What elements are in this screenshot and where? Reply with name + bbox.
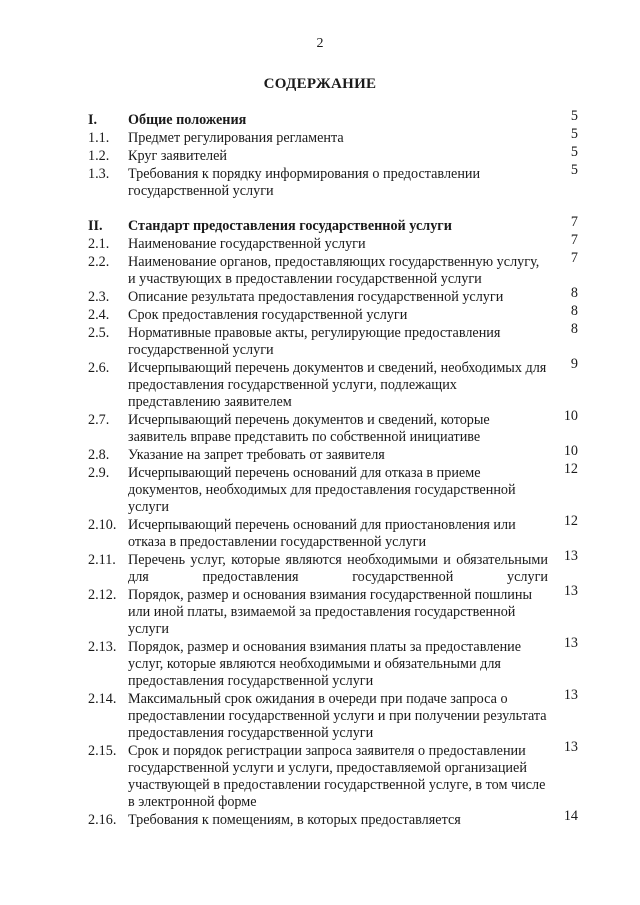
toc-entry-text: Перечень услуг, которые являются необходимыми и обязательными для предоставления государственной услуги — [128, 552, 548, 585]
toc-heading — [88, 214, 578, 235]
toc-entry-page: 13 — [563, 583, 578, 599]
toc-entry-page: 8 — [570, 303, 578, 319]
toc-entry-number: 2.10. — [88, 517, 117, 533]
toc-entry-number: 2.7. — [88, 412, 110, 428]
toc-entry — [88, 808, 578, 829]
toc-entry-page: 5 — [570, 144, 578, 160]
toc-entry — [88, 583, 578, 638]
toc-entry — [88, 285, 578, 306]
toc-entry-page: 5 — [570, 108, 578, 124]
toc-entry-text: Срок предоставления государственной услуги — [128, 307, 408, 323]
toc-section — [88, 214, 578, 829]
toc-entry-page: 12 — [563, 461, 578, 477]
toc-entry-number: 2.14. — [88, 691, 117, 707]
toc-entry-number: I. — [88, 112, 98, 128]
toc-entry-number: 2.13. — [88, 639, 117, 655]
toc-entry-text: Порядок, размер и основания взимания государственной пошлины или иной платы, взимаемой за предоставления государственной услуги — [128, 587, 533, 637]
toc-entry-number: 2.3. — [88, 289, 110, 305]
toc-entry-page: 7 — [570, 214, 578, 230]
toc-entry-page: 9 — [570, 356, 578, 372]
toc-entry — [88, 408, 578, 446]
toc-entry-page: 8 — [570, 321, 578, 337]
toc-entry — [88, 635, 578, 690]
toc-entry-number: 2.9. — [88, 465, 110, 481]
toc-entry-text: Исчерпывающий перечень документов и сведений, которые заявитель вправе представить по собственной инициативе — [128, 412, 490, 445]
toc-entry-number: 2.1. — [88, 236, 110, 252]
toc-entry-text: Наименование органов, предоставляющих государственную услугу, и участвующих в предоставлении государственной услуги — [128, 254, 540, 287]
toc-entry-number: 2.4. — [88, 307, 110, 323]
toc-entry-text: Наименование государственной услуги — [128, 236, 366, 252]
toc-entry-page: 5 — [570, 126, 578, 142]
toc-entry — [88, 548, 578, 586]
toc-entry-text: Максимальный срок ожидания в очереди при подаче запроса о предоставлении государственной услуги и при получении результата предоставления государственной услуги — [128, 691, 547, 741]
toc-entry-text: Предмет регулирования регламента — [128, 130, 344, 146]
toc-entry-number: 2.6. — [88, 360, 110, 376]
toc-entry — [88, 250, 578, 288]
toc-entry-page: 14 — [563, 808, 578, 824]
toc-entry-number: 2.16. — [88, 812, 117, 828]
toc-entry-text: Требования к помещениям, в которых предоставляется — [128, 812, 461, 828]
toc-entry-page: 13 — [563, 687, 578, 703]
toc-entry — [88, 356, 578, 411]
toc-entry-page: 12 — [563, 513, 578, 529]
toc-entry-text: Срок и порядок регистрации запроса заявителя о предоставлении государственной услуги и услуги, предоставляемой организацией участвующей в предоставлении государственной услуге, в том числе в электронной форме — [128, 743, 546, 810]
toc-entry-text: Исчерпывающий перечень оснований для отказа в приеме документов, необходимых для предоставления государственной услуги — [128, 465, 516, 515]
toc-entry-number: II. — [88, 218, 103, 234]
toc-entry — [88, 144, 578, 165]
toc-entry — [88, 461, 578, 516]
toc-entry-text: Исчерпывающий перечень оснований для приостановления или отказа в предоставлении государственной услуги — [128, 517, 516, 550]
toc-entry-number: 2.2. — [88, 254, 110, 270]
toc-entry — [88, 126, 578, 147]
toc-entry-number: 2.8. — [88, 447, 110, 463]
toc-entry-page: 5 — [570, 162, 578, 178]
toc-entry-number: 2.5. — [88, 325, 110, 341]
toc-entry — [88, 321, 578, 359]
toc-entry-number: 2.15. — [88, 743, 117, 759]
page-number: 2 — [316, 36, 324, 51]
toc-section — [88, 108, 578, 200]
toc-entry-page: 13 — [563, 739, 578, 755]
table-of-contents — [88, 108, 578, 847]
toc-entry-page: 13 — [563, 635, 578, 651]
toc-entry-text: Описание результата предоставления государственной услуги — [128, 289, 504, 305]
toc-entry — [88, 443, 578, 464]
toc-entry — [88, 739, 578, 811]
toc-entry-number: 1.3. — [88, 166, 110, 182]
toc-entry-text: Общие положения — [128, 112, 247, 128]
toc-entry-text: Порядок, размер и основания взимания платы за предоставление услуг, которые являются необходимыми и обязательными для предоставления государственной услуги — [128, 639, 522, 689]
toc-entry-text: Указание на запрет требовать от заявителя — [128, 447, 385, 463]
toc-entry-text: Исчерпывающий перечень документов и сведений, необходимых для предоставления государственной услуги, подлежащих представлению заявителем — [128, 360, 547, 410]
toc-entry-text: Требования к порядку информирования о предоставлении государственной услуги — [128, 166, 481, 199]
toc-entry-number: 1.2. — [88, 148, 110, 164]
toc-entry — [88, 687, 578, 742]
toc-entry-text: Круг заявителей — [128, 148, 228, 164]
toc-entry — [88, 303, 578, 324]
toc-entry-number: 2.12. — [88, 587, 117, 603]
toc-entry — [88, 162, 578, 200]
toc-entry-page: 8 — [570, 285, 578, 301]
toc-entry-page: 13 — [563, 548, 578, 564]
toc-entry-number: 2.11. — [88, 552, 116, 568]
toc-entry-text: Нормативные правовые акты, регулирующие предоставления государственной услуги — [128, 325, 501, 358]
toc-entry — [88, 232, 578, 253]
toc-heading — [88, 108, 578, 129]
toc-entry-number: 1.1. — [88, 130, 110, 146]
toc-entry-page: 10 — [563, 408, 578, 424]
toc-entry — [88, 513, 578, 551]
toc-entry-page: 7 — [570, 232, 578, 248]
page-title: СОДЕРЖАНИЕ — [263, 76, 377, 92]
toc-entry-text: Стандарт предоставления государственной услуги — [128, 218, 452, 234]
toc-entry-page: 10 — [563, 443, 578, 459]
toc-entry-page: 7 — [570, 250, 578, 266]
